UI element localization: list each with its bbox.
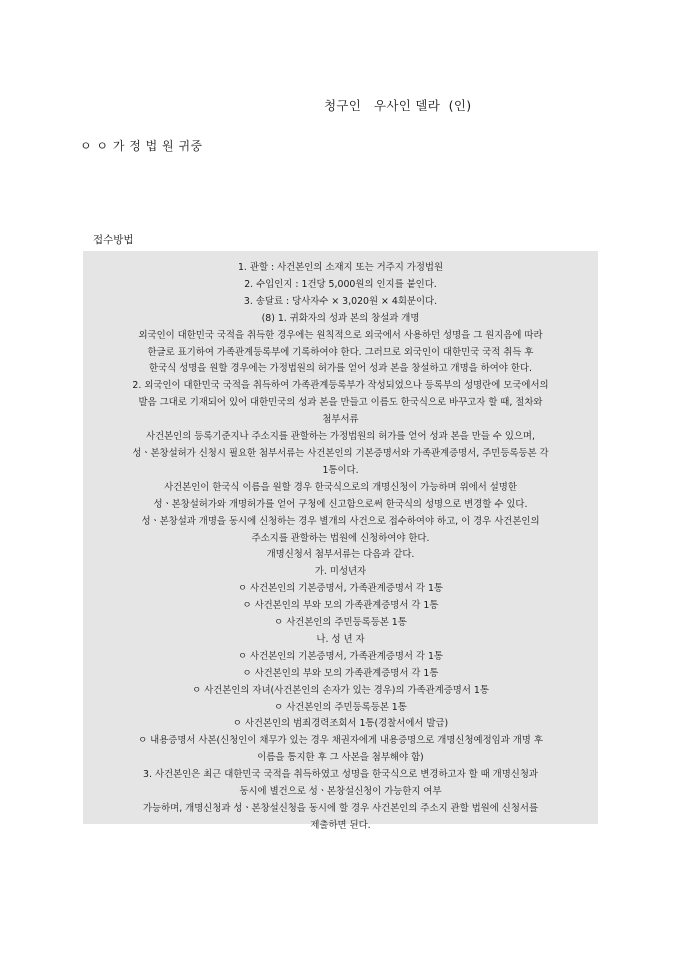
method-line: ㅇ 사건본인의 기본증명서, 가족관계증명서 각 1통 [238, 583, 443, 595]
method-line: (8) 1. 귀화자의 성과 본의 창설과 개명 [261, 312, 420, 324]
method-line: 성ㆍ본창설허가와 개명허가를 얻어 구청에 신고함으로써 한국식의 성명으로 변경할 수 있다. [153, 498, 528, 510]
method-line: 가. 미성년자 [314, 566, 367, 578]
method-line: ㅇ 사건본인의 부와 모의 가족관계증명서 각 1통 [242, 600, 439, 612]
method-line: 2. 수입인지 : 1건당 5,000원의 인지를 붙인다. [244, 278, 437, 290]
method-line: 개명신청서 첨부서류는 다음과 같다. [266, 549, 415, 561]
method-line: 나. 성 년 자 [316, 633, 365, 645]
method-line: 제출하면 된다. [310, 819, 371, 831]
method-line: ㅇ 사건본인의 주민등록등본 1통 [274, 701, 407, 713]
method-line: ㅇ 사건본인의 주민등록등본 1통 [274, 617, 407, 629]
method-line: ㅇ 사건본인의 자녀(사건본인의 손자가 있는 경우)의 가족관계증명서 1통 [192, 684, 489, 696]
method-line: 첨부서류 [322, 414, 359, 426]
reception-method-label: 접수방법 [93, 234, 134, 246]
method-line: 사건본인이 한국식 이름을 원할 경우 한국식으로의 개명신청이 가능하며 위에서 설명한 [164, 481, 517, 493]
method-line: 3. 송달료 : 당사자수 × 3,020원 × 4회분이다. [243, 295, 438, 307]
method-line: 1통이다. [322, 464, 359, 476]
method-line: 발음 그대로 기재되어 있어 대한민국의 성과 본을 만들고 이름도 한국식으로 바꾸고자 할 때, 절차와 [138, 397, 543, 409]
method-line: 2. 외국인이 대한민국 국적을 취득하여 가족관계등록부가 작성되었으나 등록부의 성명란에 모국에서의 [132, 380, 549, 392]
method-line: ㅇ 사건본인의 부와 모의 가족관계증명서 각 1통 [242, 667, 439, 679]
method-line: ㅇ 사건본인의 기본증명서, 가족관계증명서 각 1통 [238, 650, 443, 662]
method-line: 주소지를 관할하는 법원에 신청하여야 한다. [251, 532, 430, 544]
method-line: 외국인이 대한민국 국적을 취득한 경우에는 원칙적으로 외국에서 사용하던 성명을 그 원지음에 따라 [138, 329, 543, 341]
method-line: 가능하며, 개명신청과 성ㆍ본창설신청을 동시에 할 경우 사건본인의 주소지 관할 법원에 신청서를 [142, 803, 539, 814]
method-line: 성ㆍ본창설허가 신청시 필요한 첨부서류는 사건본인의 기본증명서와 가족관계증명서, 주민등록등본 각 [132, 447, 549, 459]
method-line: 1. 관할 : 사건본인의 소재지 또는 거주지 가정법원 [237, 262, 444, 273]
method-line: 성ㆍ본창설과 개명을 동시에 신청하는 경우 별개의 사건으로 접수하여야 하고, 이 경우 사건본인의 [141, 515, 540, 527]
method-line: 한국식 성명을 원할 경우에는 가정법원의 허가를 얻어 성과 본을 창설하고 개명을 하여야 한다. [149, 363, 532, 375]
method-line: 이름을 통지한 후 그 사본을 첨부해야 함) [257, 752, 424, 764]
method-line: 동시에 별건으로 성ㆍ본창설신청이 가능한지 여부 [239, 786, 442, 798]
method-line: 3. 사건본인은 최근 대한민국 국적을 취득하였고 성명을 한국식으로 변경하고자 할 때 개명신청과 [143, 769, 538, 781]
court-address-line: ㅇ ㅇ 가 정 법 원 귀중 [80, 139, 203, 153]
method-line: 한글로 표기하여 가족관계등록부에 기록하여야 한다. 그러므로 외국인이 대한민국 국적 취득 후 [147, 346, 534, 358]
method-line: ㅇ 내용증명서 사본(신청인이 채무가 있는 경우 채권자에게 내용증명으로 개명신청예정임과 개명 후 [138, 735, 543, 747]
claimant-signature-line: 청구인 우사인 델라 (인) [324, 98, 472, 113]
method-line: 사건본인의 등록기준지나 주소지를 관할하는 가정법원의 허가를 얻어 성과 본을 만들 수 있으며, [146, 431, 535, 443]
reception-method-box [83, 251, 598, 831]
method-line: ㅇ 사건본인의 범죄경력조회서 1통(경찰서에서 발급) [232, 718, 449, 730]
